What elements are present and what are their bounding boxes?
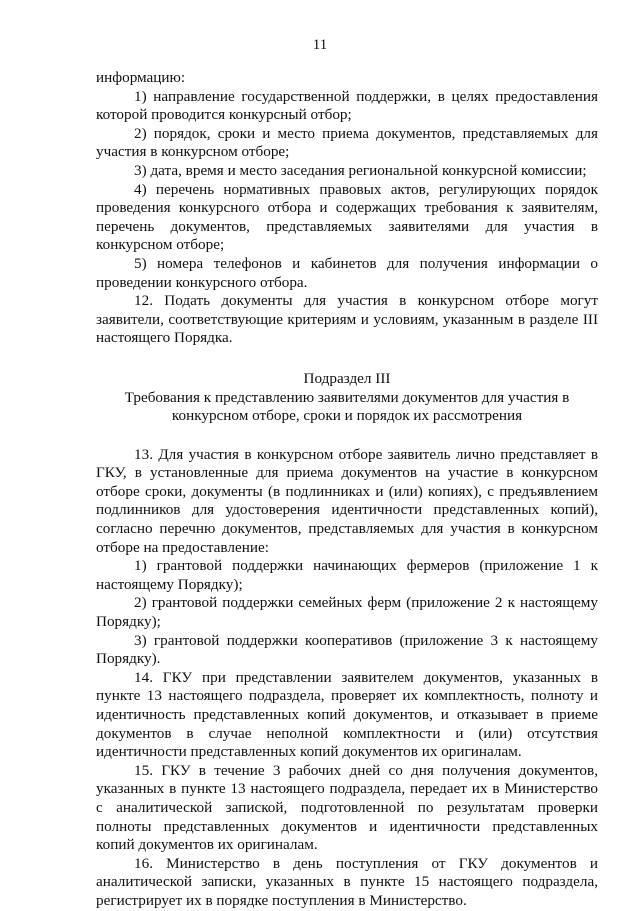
list-item-1: 1) направление государственной поддержки, в целях предоставления которой проводится конкурсный отбор; — [96, 87, 598, 124]
section-title-line-2: конкурсном отборе, сроки и порядок их рассмотрения — [171, 407, 523, 425]
list-item-5: 5) номера телефонов и кабинетов для получения информации о проведении конкурсного отбора. — [96, 254, 598, 291]
clause-13: 13. Для участия в конкурсном отборе заявитель лично представляет в ГКУ, в установленные для приема документов на участие в конкурсном отборе сроки, документы (в подлинниках и (или) копиях), с предъявлением подлинников для удостоверения идентичности представленных копий), согласно перечню документов, представляемых для участия в конкурсном отборе на предоставление: — [96, 445, 598, 556]
list-item-2: 2) порядок, сроки и место приема документов, представляемых для участия в конкурсном отборе; — [96, 124, 598, 161]
paragraph-continuation: информацию: — [96, 69, 186, 86]
clause-13-item-3: 3) грантовой поддержки кооперативов (приложение 3 к настоящему Порядку). — [96, 631, 598, 668]
section-label: Подраздел III — [303, 369, 391, 387]
clause-14: 14. ГКУ при представлении заявителем документов, указанных в пункте 13 настоящего подраздела, проверяет их комплектность, полноту и идентичность представленных копий документов, и отказывает в приеме документов в случае неполной комплектности и (или) отсутствия идентичности представленных копий документов их оригиналам. — [96, 668, 598, 761]
clause-12: 12. Подать документы для участия в конкурсном отборе могут заявители, соответствующие критериям и условиям, указанным в разделе III настоящего Порядка. — [96, 292, 598, 347]
clause-13-item-1: 1) грантовой поддержки начинающих фермеров (приложение 1 к настоящему Порядку); — [96, 557, 598, 593]
section-heading — [96, 370, 598, 426]
clause-16: 16. Министерство в день поступления от ГКУ документов и аналитической записки, указанных в пункте 15 настоящего подраздела, регистрирует их в порядке поступления в Министерство. — [96, 854, 598, 909]
page-number: 11 — [312, 37, 328, 53]
document-body — [96, 69, 598, 911]
clause-15: 15. ГКУ в течение 3 рабочих дней со дня получения документов, указанных в пункте 13 настоящего подраздела, передает их в Министерство с аналитической запиской, подготовленной по результатам проверки полноты представленных документов и идентичности представленных копий документов их оригиналам. — [96, 761, 598, 854]
list-item-4: 4) перечень нормативных правовых актов, регулирующих порядок проведения конкурсного отбора и содержащих требования к заявителям, перечень документов, представляемых заявителями для участия в конкурсном отборе; — [96, 180, 598, 254]
list-item-3: 3) дата, время и место заседания региональной конкурсной комиссии; — [134, 161, 587, 179]
clause-13-item-2: 2) грантовой поддержки семейных ферм (приложение 2 к настоящему Порядку); — [96, 594, 598, 631]
section-title-line-1: Требования к представлению заявителями документов для участия в — [124, 388, 570, 406]
